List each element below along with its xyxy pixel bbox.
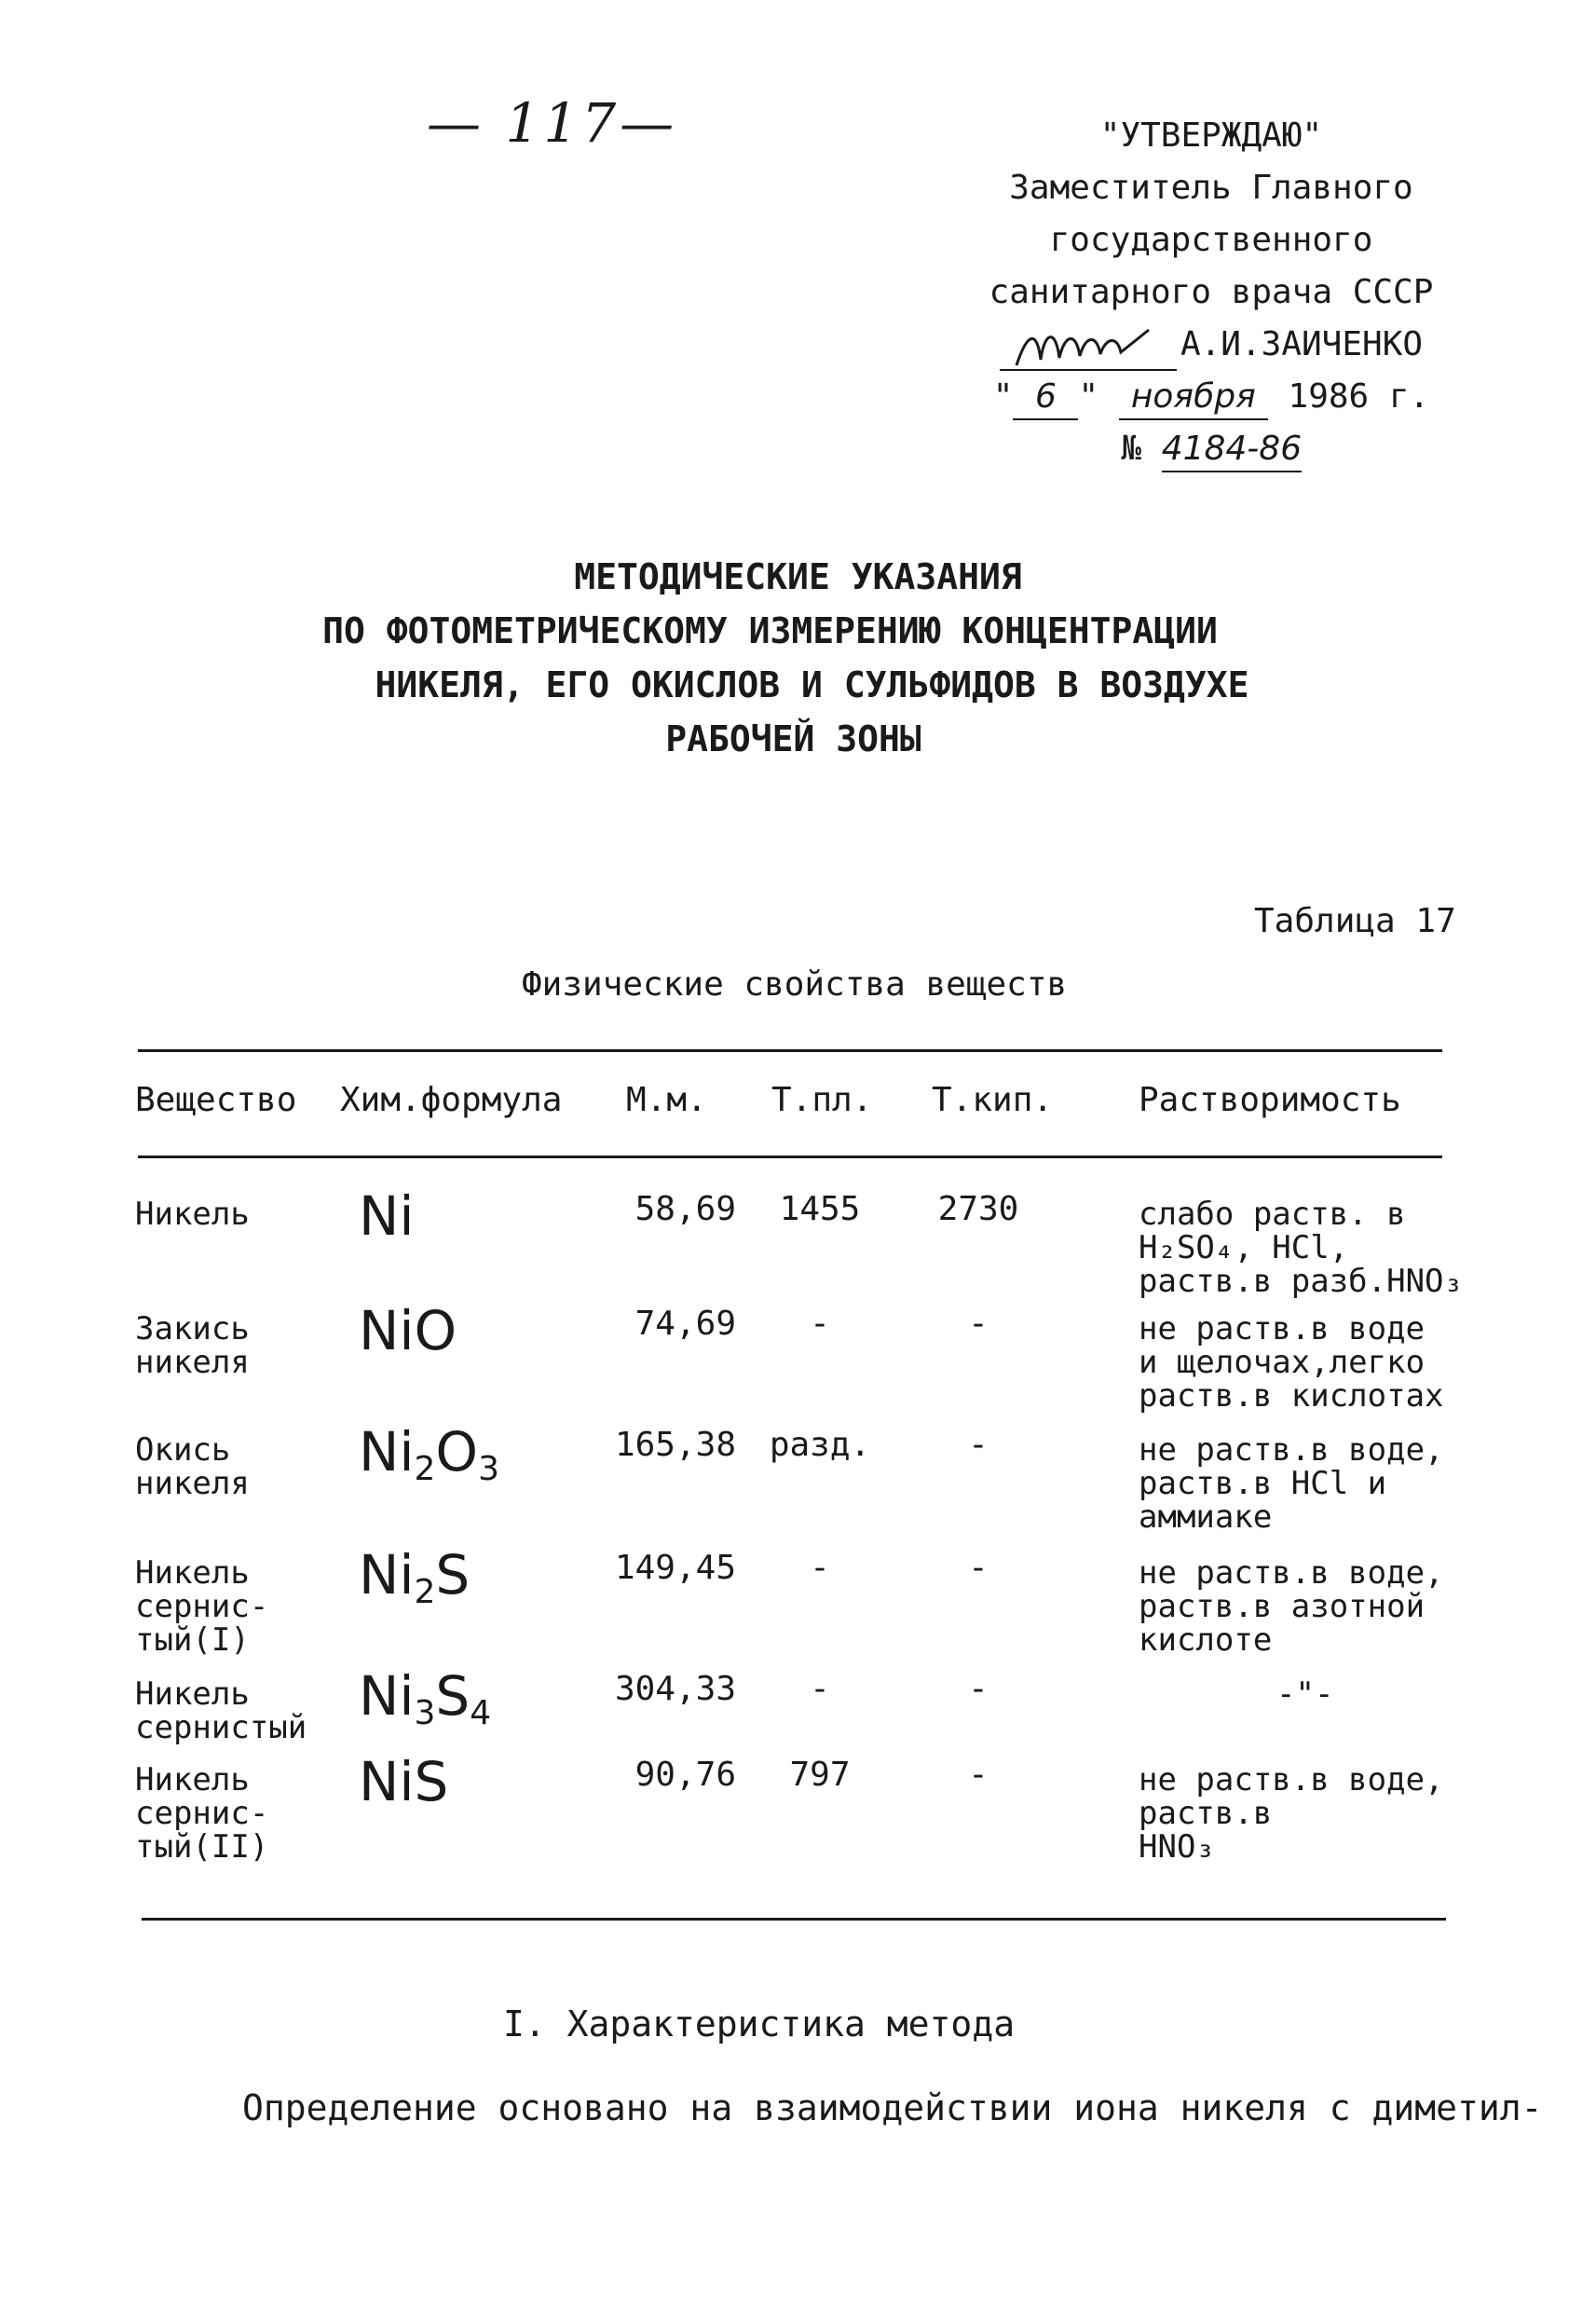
signature-icon — [1000, 328, 1177, 371]
document-number: 4184-86 — [1162, 428, 1302, 472]
cell-mass: 304,33 — [614, 1670, 736, 1708]
formula-subscript: 2 — [414, 1450, 436, 1488]
cell-solubility: -"- — [1276, 1675, 1334, 1713]
cell-formula: NiO — [359, 1299, 457, 1362]
formula-subscript: 4 — [470, 1694, 492, 1732]
cell-mass: 74,69 — [634, 1305, 736, 1343]
cell-boiling: - — [968, 1670, 989, 1708]
cell-melting: - — [810, 1670, 830, 1708]
title-line-1: МЕТОДИЧЕСКИЕ УКАЗАНИЯ — [574, 556, 1022, 597]
date-quote-close: " — [1078, 377, 1099, 416]
table-label: Таблица 17 — [1254, 902, 1456, 940]
table-caption: Физические свойства веществ — [522, 965, 1068, 1004]
page-number: — 117— — [427, 91, 678, 155]
cell-mass: 165,38 — [614, 1426, 736, 1464]
cell-substance: Окись никеля — [135, 1431, 250, 1502]
cell-boiling: - — [968, 1756, 989, 1794]
number-prefix: № — [1121, 430, 1141, 468]
cell-formula: $Ni_2S$ — [359, 1543, 471, 1611]
approval-date — [960, 371, 1463, 423]
cell-boiling: 2730 — [937, 1190, 1019, 1228]
cell-solubility: не раств.в воде, раств.в HNO₃ — [1139, 1761, 1444, 1866]
cell-solubility: не раств.в воде, раств.в HCl и аммиаке — [1139, 1431, 1444, 1536]
cell-substance: Никель — [135, 1196, 250, 1233]
cell-solubility: не раств.в воде и щелочах,легко раств.в кислотах — [1139, 1310, 1444, 1415]
formula-subscript: 3 — [478, 1450, 499, 1488]
cell-formula: $Ni_2O_3$ — [359, 1420, 499, 1488]
header-mass: М.м. — [626, 1081, 707, 1119]
cell-formula: $Ni_3S_4$ — [359, 1664, 492, 1732]
cell-mass: 58,69 — [634, 1190, 736, 1228]
section-text: Определение основано на взаимодействии иона никеля с диметил- — [242, 2087, 1543, 2128]
cell-substance: Никель сернис- тый(I) — [135, 1554, 269, 1659]
signature-line — [960, 319, 1463, 371]
table-header-rule — [138, 1156, 1442, 1158]
cell-boiling: - — [968, 1305, 989, 1343]
title-line-2: ПО ФОТОМЕТРИЧЕСКОМУ ИЗМЕРЕНИЮ КОНЦЕНТРАЦИИ — [322, 610, 1218, 651]
cell-substance: Никель сернистый — [135, 1675, 307, 1746]
approval-position-1: Заместитель Главного — [1009, 169, 1413, 207]
header-solubility: Растворимость — [1139, 1081, 1401, 1119]
approval-block — [960, 110, 1463, 475]
header-melting: Т.пл. — [771, 1081, 873, 1119]
date-quote-open: " — [992, 377, 1014, 416]
approval-number — [960, 423, 1463, 475]
cell-melting: - — [810, 1305, 830, 1343]
header-substance: Вещество — [135, 1081, 297, 1119]
cell-solubility: слабо раств. в H₂SO₄, HCl, раств.в разб.HNO₃ — [1139, 1196, 1463, 1300]
date-month: ноября — [1119, 376, 1268, 420]
formula-subscript: 3 — [414, 1694, 436, 1732]
header-boiling: Т.кип. — [932, 1081, 1054, 1119]
cell-boiling: - — [968, 1549, 989, 1587]
date-day: 6 — [1013, 376, 1078, 420]
cell-formula: NiS — [359, 1750, 449, 1813]
approval-position-3: санитарного врача СССР — [989, 273, 1434, 311]
cell-solubility: не раств.в воде, раств.в азотной кислоте — [1139, 1554, 1444, 1659]
cell-melting: 1455 — [779, 1190, 861, 1228]
cell-substance: Никель сернис- тый(II) — [135, 1761, 269, 1866]
table-top-rule — [138, 1049, 1442, 1052]
approval-position-2: государственного — [1049, 221, 1373, 259]
table-bottom-rule — [142, 1918, 1446, 1921]
approval-heading: "УТВЕРЖДАЮ" — [1099, 116, 1323, 155]
cell-formula: Ni — [359, 1184, 415, 1248]
cell-mass: 149,45 — [614, 1549, 736, 1587]
formula-subscript: 2 — [414, 1573, 436, 1611]
cell-melting: 797 — [789, 1756, 851, 1794]
document-title — [0, 550, 1596, 766]
cell-melting: разд. — [769, 1426, 871, 1464]
cell-boiling: - — [968, 1426, 989, 1464]
cell-melting: - — [810, 1549, 830, 1587]
date-year: 1986 г. — [1288, 377, 1430, 416]
title-line-4: РАБОЧЕЙ ЗОНЫ — [665, 718, 921, 759]
signer-name: А.И.ЗАИЧЕНКО — [1180, 325, 1424, 363]
cell-substance: Закись никеля — [135, 1310, 250, 1381]
section-title: I. Характеристика метода — [503, 2003, 1016, 2044]
cell-mass: 90,76 — [634, 1756, 736, 1794]
header-formula: Хим.формула — [340, 1081, 563, 1119]
title-line-3: НИКЕЛЯ, ЕГО ОКИСЛОВ И СУЛЬФИДОВ В ВОЗДУХЕ — [375, 664, 1249, 705]
